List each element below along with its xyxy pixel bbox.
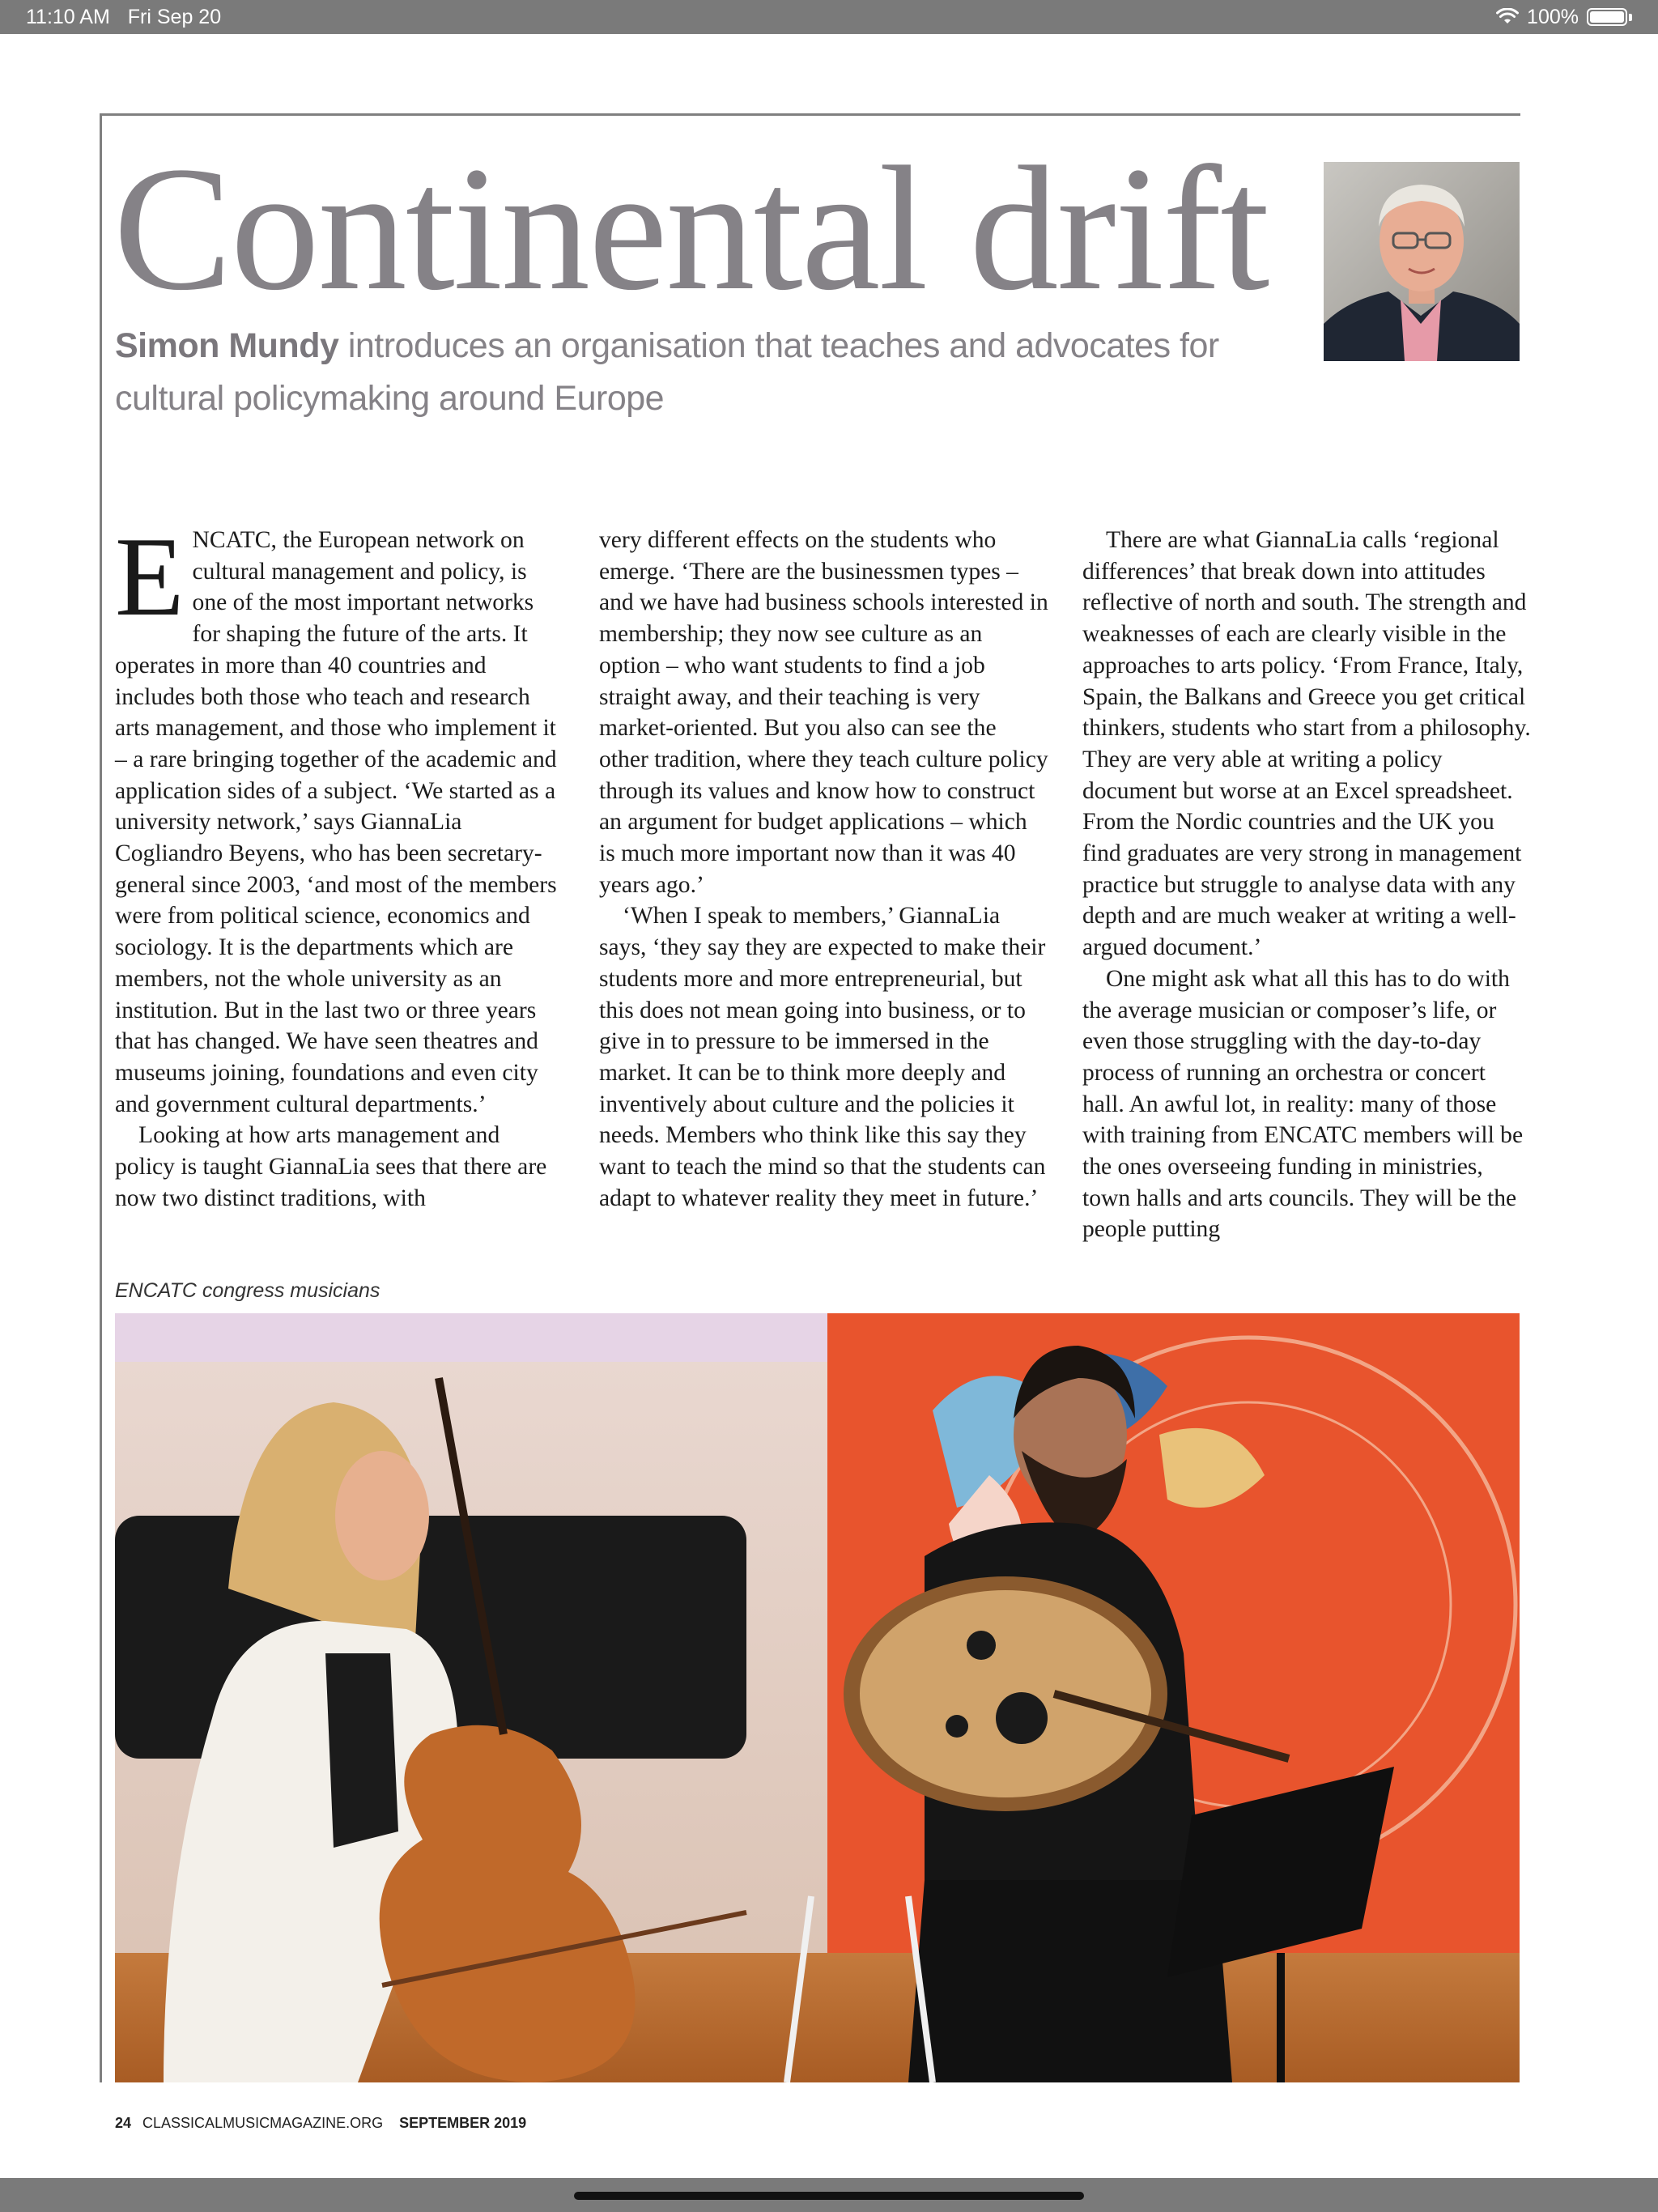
standfirst-author: Simon Mundy xyxy=(115,326,339,365)
standfirst xyxy=(115,320,1265,425)
battery-percent: 100% xyxy=(1527,5,1579,28)
wifi-icon xyxy=(1496,8,1519,26)
article-headline: Continental drift xyxy=(113,130,1269,327)
page-frame-left-rule xyxy=(100,113,102,2082)
status-bar xyxy=(0,0,1658,34)
home-indicator[interactable] xyxy=(574,2192,1084,2200)
status-date: Fri Sep 20 xyxy=(127,5,222,28)
standfirst-text: introduces an organisation that teaches and advocates for cultural policymaking around Europe xyxy=(115,326,1219,418)
paragraph: One might ask what all this has to do with the average musician or composer’s life, or even those struggling with the day-to-day process of running an orchestra or concert hall. An awful lot, in reality: many of those with training from ENCATC members will be the ones overseeing funding in ministries, town halls and arts councils. They will be the people putting xyxy=(1082,965,1524,1243)
musicians-photo xyxy=(115,1313,1520,2082)
footer-issue: SEPTEMBER 2019 xyxy=(399,2115,527,2131)
paragraph: There are what GiannaLia calls ‘regional differences’ that break down into attitudes reflective of north and south. The strength and weaknesses of each are clearly visible in the approaches to arts policy. ‘From France, Italy, Spain, the Balkans and Greece you get critical thinkers, students who start from a philosophy. They are very able at writing a policy document but worse at an Excel spreadsheet. From the Nordic countries and the UK you find graduates are very strong in management practice but struggle to analyse data with any depth and are much weaker at writing a well-argued document.’ xyxy=(1082,527,1531,961)
photo-caption: ENCATC congress musicians xyxy=(115,1279,380,1302)
drop-cap: E xyxy=(115,514,185,640)
paragraph: very different effects on the students who emerge. ‘There are the businessmen types – and we have had business schools interested in membership; they now see culture as an option – who want students to find a job straight away, and their teaching is very market-oriented. But you also can see the other tradition, where they teach culture policy through its values and know how to construct an argument for budget applications – which is much more important now than it was 40 years ago.’ xyxy=(599,527,1048,898)
author-portrait xyxy=(1324,162,1520,361)
paragraph: ‘When I speak to members,’ GiannaLia says, ‘they say they are expected to make their students more and more entrepreneurial, but this does not mean going into business, or to give in to pressure to be immersed in the market. It can be to think more deeply and inventively about culture and the policies it needs. Members who think like this say they want to teach the mind so that the students can adapt to whatever reality they meet in future.’ xyxy=(599,903,1046,1211)
paragraph xyxy=(115,514,564,1120)
body-column-2 xyxy=(599,525,1048,1214)
status-right xyxy=(1496,6,1632,29)
page-frame-top-rule xyxy=(100,113,1520,116)
body-column-1 xyxy=(115,514,564,1214)
paragraph: Looking at how arts management and policy is taught GiannaLia sees that there are now two distinct traditions, with xyxy=(115,1122,547,1211)
footer-site: CLASSICALMUSICMAGAZINE.ORG xyxy=(142,2115,384,2131)
status-time: 11:10 AM xyxy=(26,5,110,28)
body-column-3 xyxy=(1082,525,1532,1245)
page-footer xyxy=(115,2115,526,2132)
paragraph-text: NCATC, the European network on cultural management and policy, is one of the most important networks for shaping the future of the arts. It operates in more than 40 countries and includes both those who teach and research arts management, and those who implement it – a rare bringing together of the academic and application sides of a subject. ‘We started as a university network,’ says GiannaLia Cogliandro Beyens, who has been secretary-general since 2003, ‘and most of the members were from political science, economics and sociology. It is the departments which are members, not the whole university as an institution. But in the last two or three years that has changed. We have seen theatres and museums joining, foundations and even city and government cultural departments.’ xyxy=(115,527,557,1117)
battery-icon xyxy=(1587,8,1632,26)
page-number: 24 xyxy=(115,2115,132,2131)
